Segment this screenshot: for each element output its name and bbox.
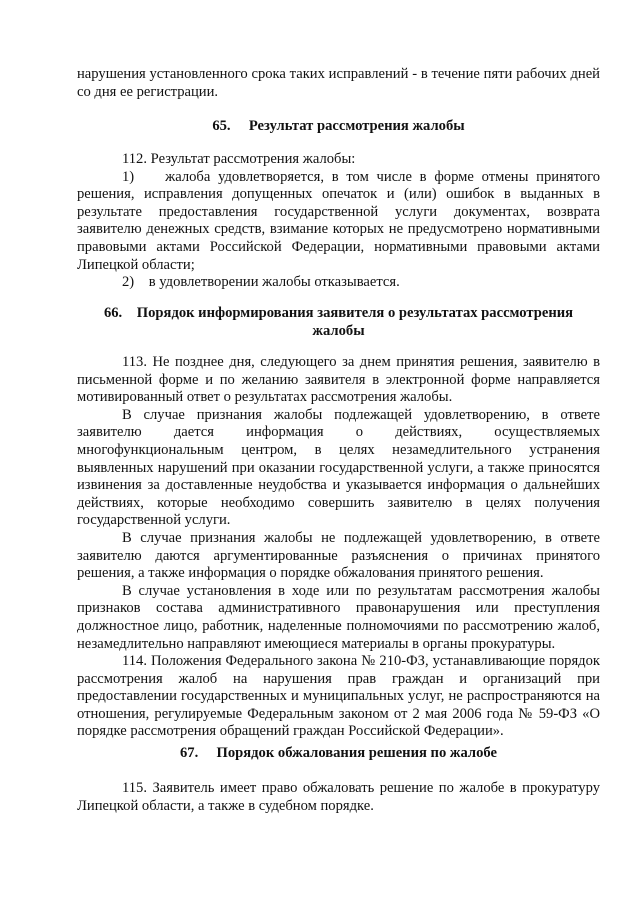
- section-67-number: 67.: [180, 745, 199, 761]
- section-67-heading: [77, 745, 600, 763]
- paragraph-113-part-3: В случае признания жалобы не подлежащей удовлетворению, в ответе заявителю даются аргументированные разъяснения о причинах принятого решения, а также информация о порядке обжалования принятого решения.: [77, 529, 600, 582]
- item-1-text: жалоба удовлетворяется, в том числе в форме отмены принятого решения, исправления допущенных опечаток и (или) ошибок в выданных в результате предоставления государственной услуги документах, возврата заявителю денежных средств, взимание которых не предусмотрено нормативными правовыми актами Российской Федерации, нормативными правовыми актами Липецкой области;: [77, 168, 600, 273]
- paragraph-112-item-1: [77, 169, 600, 275]
- section-66-number: 66.: [103, 305, 123, 321]
- section-66-line-2: жалобы: [312, 322, 365, 339]
- section-65-title: Результат рассмотрения жалобы: [248, 118, 465, 134]
- item-2-text: в удовлетворении жалобы отказывается.: [148, 274, 400, 291]
- paragraph-112: [77, 151, 600, 292]
- paragraph-113-part-1: 113. Не позднее дня, следующего за днем принятия решения, заявителю в письменной форме и по желанию заявителя в электронной форме направляется мотивированный ответ о результатах рассмотрения жалобы.: [77, 354, 600, 406]
- section-65-number: 65.: [212, 118, 231, 134]
- section-66-line-1: [77, 305, 600, 323]
- paragraph-113-part-4: В случае установления в ходе или по результатам рассмотрения жалобы признаков состава административного правонарушения или преступления должностное лицо, работник, наделенные полномочиями по рассмотрению жалоб, незамедлительно направляют имеющиеся материалы в органы прокуратуры.: [77, 582, 600, 652]
- section-66-heading: [77, 305, 600, 340]
- section-65-heading: [77, 118, 600, 136]
- item-2-number: 2): [122, 274, 135, 291]
- item-1-number: 1): [122, 168, 135, 185]
- section-66-title: Порядок информирования заявителя о результатах рассмотрения: [136, 305, 574, 321]
- section-67-title: Порядок обжалования решения по жалобе: [216, 745, 497, 761]
- paragraph-112-item-2: [77, 274, 600, 292]
- paragraph-115: 115. Заявитель имеет право обжаловать решение по жалобе в прокуратуру Липецкой области, а также в судебном порядке.: [77, 780, 600, 814]
- paragraph-112-intro: 112. Результат рассмотрения жалобы:: [122, 151, 356, 167]
- paragraph-113: [77, 354, 600, 741]
- paragraph-114: 114. Положения Федерального закона № 210-ФЗ, устанавливающие порядок рассмотрения жалоб на нарушения прав граждан и организаций при предоставлении государственных и муниципальных услуг, не распространяются на отношения, регулируемые Федеральным законом от 2 мая 2006 года № 59-ФЗ «О порядке рассмотрения обращений граждан Российской Федерации».: [77, 653, 600, 740]
- paragraph-113-part-2: В случае признания жалобы подлежащей удовлетворению, в ответе заявителю дается информация о действиях, осуществляемых многофункциональным центром, в целях незамедлительного устранения выявленных нарушений при оказании государственной услуги, а также приносятся извинения за доставленные неудобства и указывается информация о дальнейших действиях, которые необходимо совершить заявителю в целях получения государственной услуги.: [77, 406, 600, 529]
- paragraph-top: нарушения установленного срока таких исправлений - в течение пяти рабочих дней со дня ее регистрации.: [77, 66, 600, 100]
